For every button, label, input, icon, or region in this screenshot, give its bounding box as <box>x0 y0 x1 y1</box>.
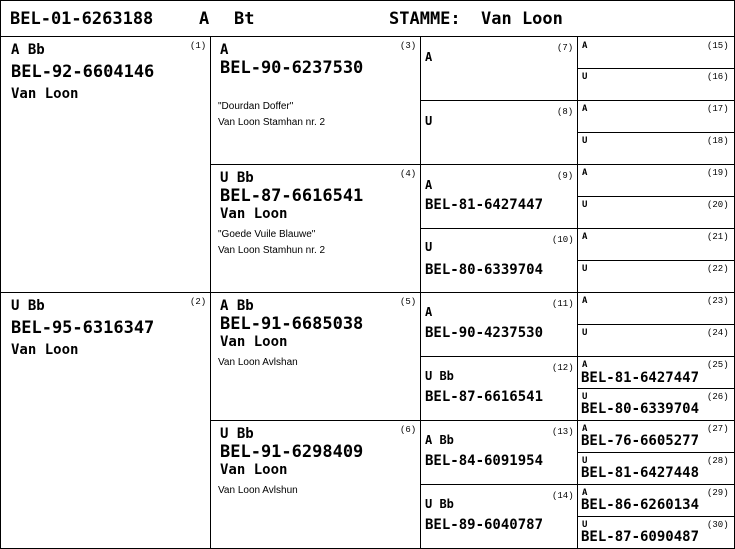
row-divider-c4d <box>577 260 735 261</box>
note-line-1: "Goede Vuile Blauwe" <box>218 229 316 240</box>
row-divider-c4a <box>577 68 735 69</box>
header-stamme-value: Van Loon <box>481 9 563 29</box>
cell-number: (16) <box>707 72 729 82</box>
sex-color: U Bb <box>425 497 454 511</box>
cell-number: (27) <box>707 424 729 434</box>
ring-number: BEL-91-6298409 <box>220 442 364 462</box>
cell-number: (8) <box>557 107 574 117</box>
ring-number: BEL-81-6427447 <box>581 370 700 386</box>
cell-number: (17) <box>707 104 729 114</box>
sex-color: A <box>582 488 588 498</box>
row-divider-c2a <box>210 164 735 165</box>
sex-color: U <box>582 328 588 338</box>
cell-number: (1) <box>190 41 207 51</box>
sex-color: U <box>425 240 433 254</box>
breeder-name: Van Loon <box>11 86 79 102</box>
breeder-name: Van Loon <box>220 462 288 478</box>
header-ring: BEL-01-6263188 <box>10 9 154 29</box>
ring-number: BEL-80-6339704 <box>581 401 700 417</box>
sex-color: A <box>582 424 588 434</box>
cell-number: (26) <box>707 392 729 402</box>
sex-color: A Bb <box>425 433 454 447</box>
cell-number: (15) <box>707 41 729 51</box>
cell-number: (5) <box>400 297 417 307</box>
cell-number: (11) <box>552 299 574 309</box>
ring-number: BEL-86-6260134 <box>581 497 700 513</box>
cell-number: (21) <box>707 232 729 242</box>
ring-number: BEL-84-6091954 <box>425 453 544 469</box>
sex-color: A <box>425 50 433 64</box>
ring-number: BEL-80-6339704 <box>425 262 544 278</box>
cell-number: (18) <box>707 136 729 146</box>
ring-number: BEL-95-6316347 <box>11 318 155 338</box>
ring-number: BEL-87-6090487 <box>581 529 700 545</box>
cell-number: (7) <box>557 43 574 53</box>
sex-color: A <box>582 168 588 178</box>
cell-number: (4) <box>400 169 417 179</box>
row-divider-c4f <box>577 388 735 389</box>
sex-color: A <box>220 42 229 58</box>
row-divider-c3c <box>420 356 735 357</box>
header-stamme-label: STAMME: <box>389 9 461 29</box>
sex-color: U <box>582 136 588 146</box>
note-line-1: Van Loon Avlshun <box>218 485 298 496</box>
col-divider-3 <box>577 36 578 549</box>
sex-color: A <box>425 178 433 192</box>
row-divider-c4e <box>577 324 735 325</box>
ring-number: BEL-90-4237530 <box>425 325 544 341</box>
sex-color: A <box>582 232 588 242</box>
note-line-1: Van Loon Avlshan <box>218 357 298 368</box>
cell-number: (24) <box>707 328 729 338</box>
breeder-name: Van Loon <box>220 334 288 350</box>
sex-color: U Bb <box>425 369 454 383</box>
note-line-2: Van Loon Stamhan nr. 2 <box>218 117 326 128</box>
cell-number: (14) <box>552 491 574 501</box>
cell-number: (19) <box>707 168 729 178</box>
row-divider-c3a <box>420 100 735 101</box>
row-divider-c4h <box>577 516 735 517</box>
ring-number: BEL-76-6605277 <box>581 433 700 449</box>
sex-color: U <box>425 114 433 128</box>
mid-divider <box>0 292 735 293</box>
cell-number: (20) <box>707 200 729 210</box>
sex-color: U <box>582 72 588 82</box>
sex-color: A <box>582 104 588 114</box>
note-line-1: "Dourdan Doffer" <box>218 101 294 112</box>
sex-color: A <box>582 41 588 51</box>
sex-color: U <box>582 264 588 274</box>
cell-number: (2) <box>190 297 207 307</box>
cell-number: (10) <box>552 235 574 245</box>
row-divider-c4g <box>577 452 735 453</box>
breeder-name: Van Loon <box>220 206 288 222</box>
col-divider-1 <box>210 36 211 549</box>
sex-color: A Bb <box>220 298 254 314</box>
sex-color: U Bb <box>220 426 254 442</box>
sex-color: A Bb <box>11 42 45 58</box>
cell-number: (22) <box>707 264 729 274</box>
sex-color: U Bb <box>11 298 45 314</box>
sex-color: U Bb <box>220 170 254 186</box>
note-line-2: Van Loon Stamhun nr. 2 <box>218 245 326 256</box>
row-divider-c2b <box>210 420 735 421</box>
sex-color: U <box>582 392 588 402</box>
cell-number: (9) <box>557 171 574 181</box>
cell-number: (25) <box>707 360 729 370</box>
ring-number: BEL-91-6685038 <box>220 314 364 334</box>
ring-number: BEL-87-6616541 <box>220 186 364 206</box>
ring-number: BEL-90-6237530 <box>220 58 364 78</box>
sex-color: A <box>425 305 433 319</box>
cell-number: (29) <box>707 488 729 498</box>
ring-number: BEL-81-6427447 <box>425 197 544 213</box>
sex-color: U <box>582 200 588 210</box>
row-divider-c3b <box>420 228 735 229</box>
cell-number: (6) <box>400 425 417 435</box>
cell-number: (13) <box>552 427 574 437</box>
header-divider <box>0 36 735 37</box>
row-divider-c3d <box>420 484 735 485</box>
sex-color: A <box>582 296 588 306</box>
sex-color: U <box>582 520 588 530</box>
breeder-name: Van Loon <box>11 342 79 358</box>
sex-color: A <box>582 360 588 370</box>
border-left <box>0 0 1 549</box>
cell-number: (3) <box>400 41 417 51</box>
ring-number: BEL-92-6604146 <box>11 62 155 82</box>
cell-number: (28) <box>707 456 729 466</box>
border-top <box>0 0 735 1</box>
ring-number: BEL-89-6040787 <box>425 517 544 533</box>
row-divider-c4b <box>577 132 735 133</box>
cell-number: (12) <box>552 363 574 373</box>
ring-number: BEL-87-6616541 <box>425 389 544 405</box>
sex-color: U <box>582 456 588 466</box>
cell-number: (23) <box>707 296 729 306</box>
header-color: Bt <box>234 9 255 29</box>
ring-number: BEL-81-6427448 <box>581 465 700 481</box>
header-sex: A <box>199 9 210 29</box>
col-divider-2 <box>420 36 421 549</box>
cell-number: (30) <box>707 520 729 530</box>
row-divider-c4c <box>577 196 735 197</box>
